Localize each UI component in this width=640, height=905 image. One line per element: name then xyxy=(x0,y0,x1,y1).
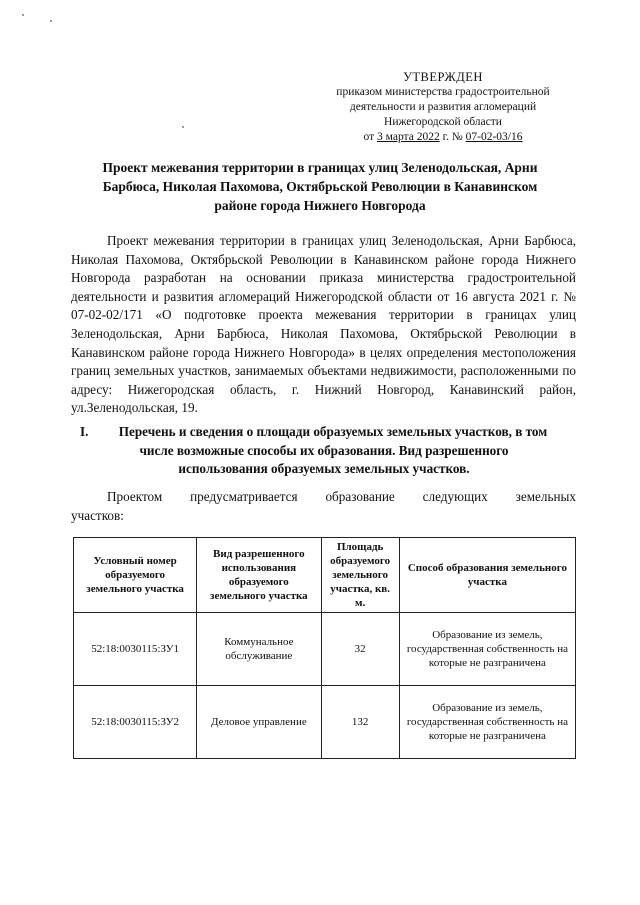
table-header-row xyxy=(74,538,576,613)
scan-speck xyxy=(182,126,184,128)
document-title xyxy=(70,158,570,215)
approval-stamp xyxy=(318,70,568,145)
approval-number: 07-02-03/16 xyxy=(465,131,523,143)
date-suffix: г. № xyxy=(439,131,466,143)
intro-paragraph: Проект межевания территории в границах улиц Зеленодольская, Арни Барбюса, Николая Пахомова, Октябрьской Революции в Канавинском районе города Нижнего Новгорода разработан на основании приказа министерства градостроительной деятельности и развития агломераций Нижегородской области от 16 августа 2021 г. № 07-02-02/171 «О подготовке проекта межевания территории в границах улиц Зеленодольская, Арни Барбюса, Николая Пахомова, Октябрьской Революции в Канавинском районе города Нижнего Новгорода» в целях определения местоположения границ земельных участков, занимаемых объектами недвижимости, расположенными по адресу: Нижегородская область, г. Нижний Новгород, Канавинский район, ул.Зеленодольская, 19. xyxy=(71,233,576,416)
scan-speck xyxy=(50,20,52,22)
lead-word: образование xyxy=(325,489,395,504)
table-lead-paragraph xyxy=(71,488,576,525)
header-area: Площадь образуемого земельного участка, кв. м. xyxy=(321,538,399,613)
lead-word: Проектом xyxy=(107,489,163,504)
table-row xyxy=(74,613,576,686)
section-heading-line: Перечень и сведения о площади образуемых земельных участков, в том xyxy=(118,424,548,439)
lead-word: земельных xyxy=(515,489,576,504)
header-permitted-use: Вид разрешенного использования образуемого земельного участка xyxy=(197,538,321,613)
cell-permitted-use: Деловое управление xyxy=(197,686,321,759)
approval-title: УТВЕРЖДЕН xyxy=(403,70,483,84)
lead-word: следующих xyxy=(422,489,488,504)
cell-area: 32 xyxy=(321,613,399,686)
section-heading-line: использования образуемых земельных участков. xyxy=(178,461,470,477)
title-line: Барбюса, Николая Пахомова, Октябрьской Революции в Канавинском xyxy=(102,179,538,194)
cell-plot-number: 52:18:0030115:ЗУ2 xyxy=(74,686,197,759)
scan-speck xyxy=(22,14,24,16)
header-plot-number: Условный номер образуемого земельного участка xyxy=(74,538,197,613)
cell-permitted-use: Коммунальное обслуживание xyxy=(197,613,321,686)
lead-tail: участков: xyxy=(71,507,124,523)
cell-formation-method: Образование из земель, государственная собственность на которые не разграничена xyxy=(399,613,575,686)
section-heading xyxy=(70,423,578,479)
section-number: I. xyxy=(80,424,89,439)
table-row xyxy=(74,686,576,759)
approval-date: 3 марта 2022 xyxy=(377,131,440,143)
date-prefix: от xyxy=(363,131,378,143)
header-formation-method: Способ образования земельного участка xyxy=(399,538,575,613)
section-heading-line: числе возможные способы их образования. Вид разрешенного xyxy=(139,442,509,458)
cell-formation-method: Образование из земель, государственная собственность на которые не разграничена xyxy=(399,686,575,759)
lead-word: предусматривается xyxy=(190,489,298,504)
title-line: Проект межевания территории в границах улиц Зеленодольская, Арни xyxy=(102,160,538,175)
approval-line: приказом министерства градостроительной xyxy=(336,86,550,98)
approval-date-line xyxy=(318,130,568,145)
approval-line: Нижегородской области xyxy=(384,116,502,128)
lead-first-line xyxy=(71,488,576,507)
cell-area: 132 xyxy=(321,686,399,759)
land-plots-table xyxy=(73,537,576,759)
cell-plot-number: 52:18:0030115:ЗУ1 xyxy=(74,613,197,686)
approval-line: деятельности и развития агломераций xyxy=(349,101,537,113)
title-line: районе города Нижнего Новгорода xyxy=(214,198,426,213)
